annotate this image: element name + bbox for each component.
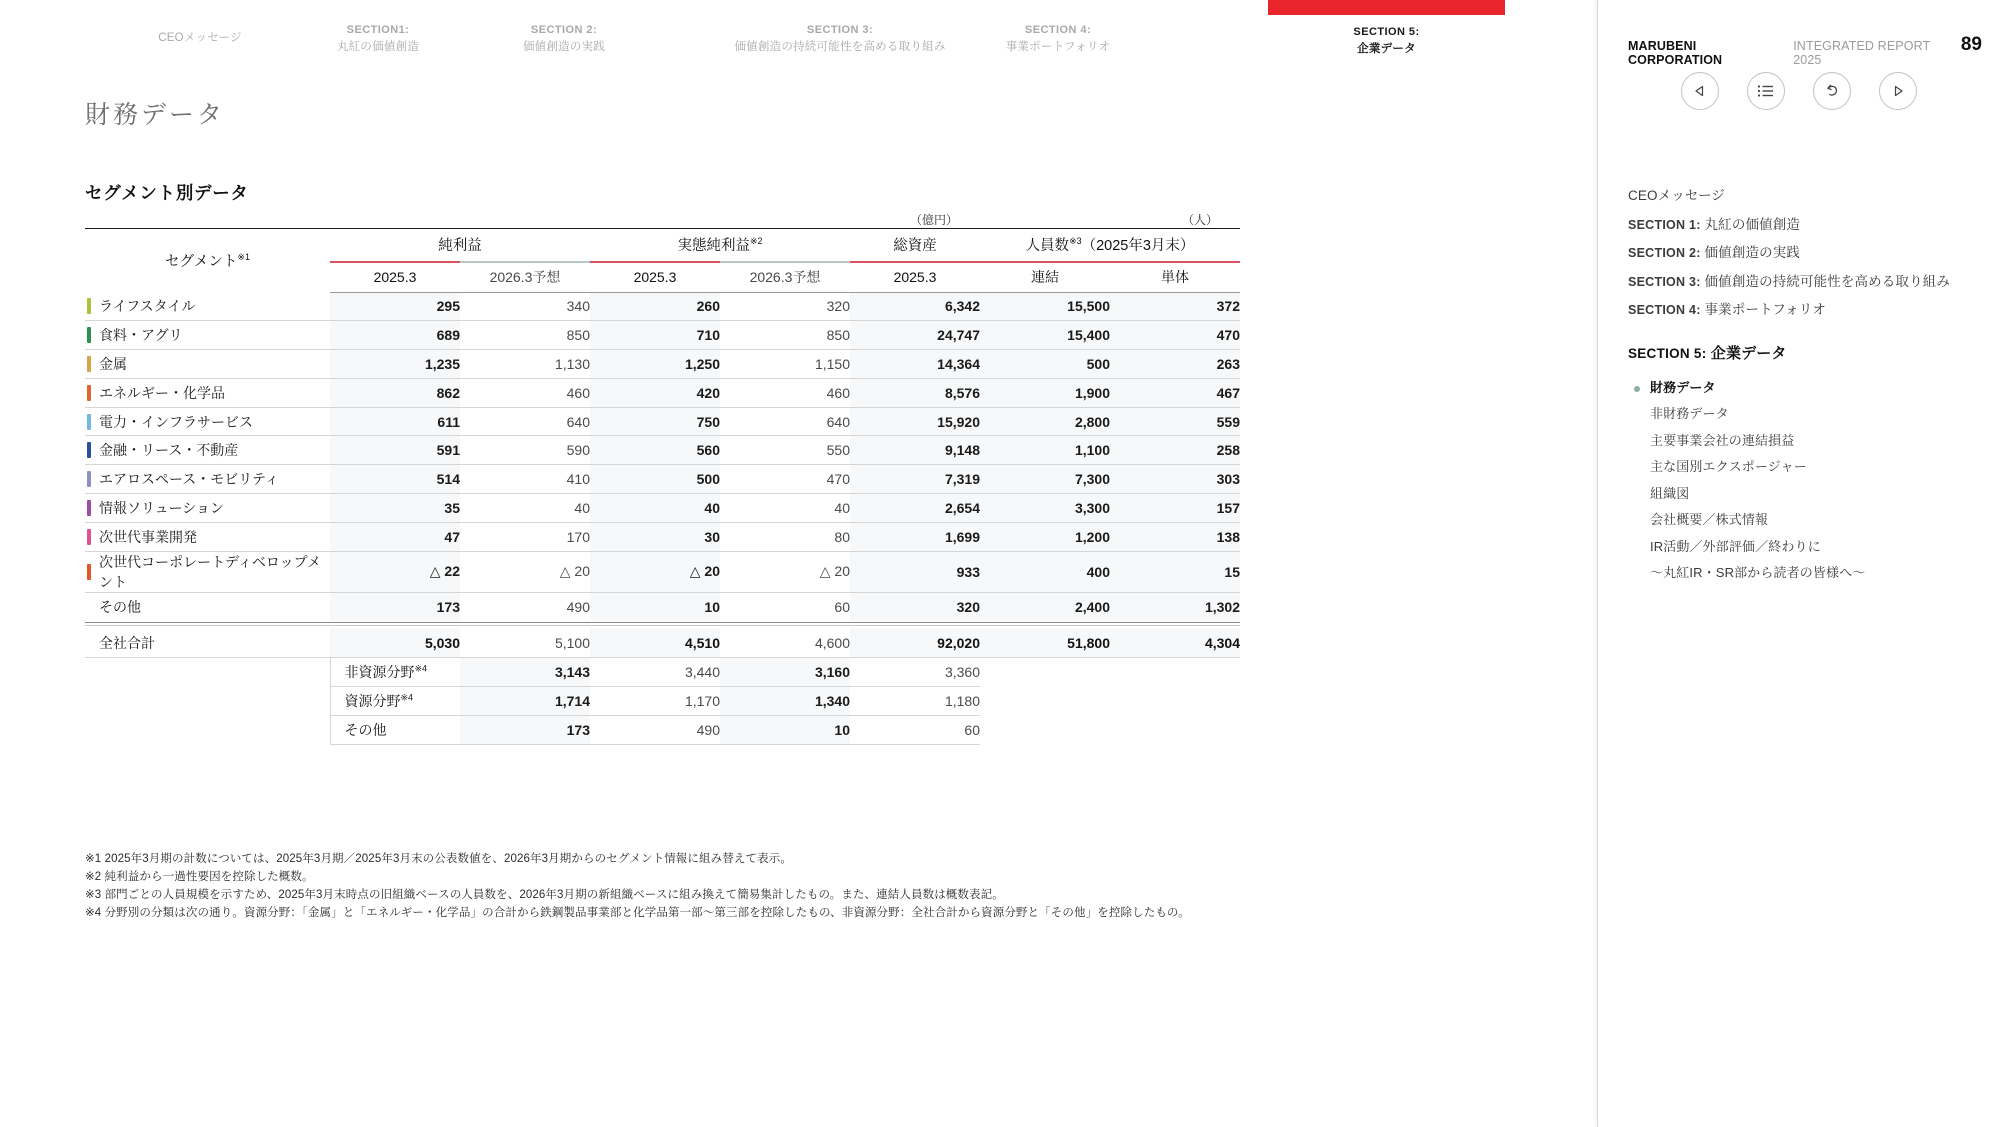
cell-hc: 15,400	[980, 321, 1110, 350]
segment-name-cell	[85, 407, 330, 436]
cell-anif: 550	[720, 436, 850, 465]
footnote-marker: ※1	[237, 251, 250, 262]
brand-name: MARUBENI CORPORATION	[1628, 39, 1723, 67]
section-tab-kicker: SECTION1:	[346, 24, 410, 36]
cell-hp: 559	[1110, 407, 1240, 436]
section-tab-kicker: SECTION 2:	[530, 24, 598, 36]
cell-anif: 60	[834, 598, 850, 615]
subcategory-indent	[85, 658, 330, 687]
cell-hc: 1,100	[980, 436, 1110, 465]
sidebar-item-kicker: SECTION 2:	[1628, 246, 1701, 260]
triangle-right-icon	[1891, 84, 1905, 98]
cell-nif: 640	[460, 407, 590, 436]
cell-nif: 340	[460, 292, 590, 321]
sidebar-subitem-label: IR活動／外部評価／終わりに	[1650, 538, 1821, 554]
segment-rows	[85, 292, 1513, 621]
cell-ta: 14,364	[850, 350, 980, 379]
segment-color-bar-icon	[87, 500, 91, 516]
cell-hc: 1,900	[980, 378, 1110, 407]
segment-label: 金融・リース・不動産	[99, 442, 239, 459]
segment-name-cell	[85, 350, 330, 379]
cell-ta: 2,654	[850, 494, 980, 523]
cell-ni: 591	[330, 436, 460, 465]
cell-anif: 1,180	[850, 687, 980, 716]
cell-ni: △ 22	[330, 551, 460, 592]
cell-ani: 10	[720, 716, 850, 745]
footnote-marker: ※4	[414, 663, 428, 674]
section-tab-ceo-message[interactable]	[120, 30, 280, 47]
subcategory-label: 非資源分野$^{※4}$	[330, 658, 460, 687]
segment-label: エネルギー・化学品	[99, 384, 225, 401]
sidebar-subitem-label: 会社概要／株式情報	[1650, 512, 1769, 527]
table-row	[85, 321, 1513, 350]
cell-hc: 1,200	[980, 522, 1110, 551]
segment-name-cell	[85, 551, 330, 592]
sidebar-item-label: 価値創造の実践	[1704, 245, 1800, 260]
table-row-subcategory	[85, 716, 1513, 745]
sidebar-item-label: 事業ポートフォリオ	[1704, 302, 1827, 317]
cell-ta: 8,576	[850, 378, 980, 407]
cell-hc: 2,800	[980, 407, 1110, 436]
cell-ni: 689	[330, 321, 460, 350]
footnote-marker: ※2	[749, 236, 763, 247]
footnote-marker: ※4	[400, 692, 414, 703]
segment-color-bar-icon	[87, 385, 91, 401]
cell-ta: 24,747	[850, 321, 980, 350]
cell-ni: 173	[460, 716, 590, 745]
page-number: 89	[1960, 34, 1982, 55]
cell-nif: 460	[460, 378, 590, 407]
table-row-subcategory	[85, 658, 1513, 687]
cell-ani: 560	[590, 436, 720, 465]
sidebar-item-kicker: SECTION 1:	[1628, 217, 1701, 232]
segment-data-table	[85, 206, 1513, 745]
cell-ta: 7,319	[850, 465, 980, 494]
column-header-ani-2025: 2025.3	[590, 262, 720, 292]
table-row	[85, 350, 1513, 379]
cell-ni: 3,143	[460, 658, 590, 687]
cell-nif: 40	[460, 494, 590, 523]
segment-label: 電力・インフラサービス	[99, 413, 253, 430]
cell-ni: 862	[330, 378, 460, 407]
column-header-ani-2026f: 2026.3予想	[720, 262, 850, 292]
cell-anif: △ 20	[720, 551, 850, 592]
subcategory-empty	[980, 687, 1513, 716]
sidebar-item-kicker: SECTION 5:	[1628, 345, 1707, 361]
unit-oku-yen: （億円）	[909, 212, 958, 227]
section-tab-label: 価値創造の実践	[522, 41, 606, 53]
cell-ta: 1,699	[850, 522, 980, 551]
segment-label: 金属	[99, 355, 127, 372]
total-anif: 4,600	[720, 628, 850, 658]
segment-name-cell	[85, 494, 330, 523]
column-group-total-assets: 総資産	[850, 228, 980, 262]
cell-nif: 410	[460, 465, 590, 494]
section-tab-section5[interactable]	[1268, 24, 1505, 58]
cell-hp: 467	[1110, 378, 1240, 407]
table-row	[85, 465, 1513, 494]
segment-name-cell	[85, 522, 330, 551]
footnote-marker: ※3	[1069, 236, 1082, 247]
section-tab-section2[interactable]	[466, 22, 662, 56]
section-tab-label: CEOメッセージ	[158, 32, 242, 44]
sidebar-item-label: CEOメッセージ	[1628, 188, 1726, 203]
cell-hp: 470	[1110, 321, 1240, 350]
cell-nif: 3,440	[590, 658, 720, 687]
sidebar-subitem-label: 主な国別エクスポージャー	[1650, 459, 1807, 474]
sidebar-subitem-label: 非財務データ	[1650, 406, 1729, 421]
subcategory-indent	[85, 687, 330, 716]
cell-ani: 40	[590, 494, 720, 523]
column-header-ni-2026f: 2026.3予想	[460, 262, 590, 292]
cell-hp: 372	[1110, 292, 1240, 321]
next-page-button[interactable]	[1879, 72, 1917, 110]
cell-hp: 15	[1110, 551, 1240, 592]
section-heading: セグメント別データ	[85, 183, 249, 203]
table-row	[85, 592, 1513, 621]
segment-label: エアロスペース・モビリティ	[99, 471, 279, 488]
cell-ni: 611	[330, 407, 460, 436]
cell-anif: 80	[720, 522, 850, 551]
cell-nif: 590	[460, 436, 590, 465]
cell-ani: 420	[590, 378, 720, 407]
cell-ni: 1,714	[460, 687, 590, 716]
section-tab-label: 丸紅の価値創造	[336, 41, 420, 53]
cell-nif: △ 20	[460, 551, 590, 592]
table-row	[85, 522, 1513, 551]
segment-name-cell	[85, 378, 330, 407]
segment-color-bar-icon	[87, 564, 91, 580]
cell-anif: 320	[720, 292, 850, 321]
column-header-ni-2025: 2025.3	[330, 262, 460, 292]
cell-hp: 157	[1110, 494, 1240, 523]
subcategory-label: その他	[330, 716, 460, 745]
segment-color-bar-icon	[87, 298, 91, 314]
section-tab-section4[interactable]	[960, 22, 1156, 56]
cell-nif: 490	[566, 598, 590, 615]
cell-ani: 3,160	[720, 658, 850, 687]
total-ta: 92,020	[850, 628, 980, 658]
section-tab-kicker: SECTION 5:	[1353, 26, 1420, 38]
report-name: INTEGRATED REPORT 2025	[1793, 39, 1931, 67]
segment-label: 食料・アグリ	[99, 327, 183, 344]
total-separator	[85, 621, 1513, 628]
segment-color-bar-icon	[87, 414, 91, 430]
table-row-subcategory	[85, 687, 1513, 716]
section-tab-section1[interactable]	[280, 22, 476, 56]
sidebar-subitem-label: 組織図	[1650, 485, 1690, 501]
cell-ani: 1,250	[590, 350, 720, 379]
cell-hp: 258	[1110, 436, 1240, 465]
total-ani: 4,510	[590, 628, 720, 658]
segment-label: 次世代コーポレートディベロップメント	[99, 553, 322, 590]
sidebar-header	[1628, 34, 1982, 67]
bullet-dot-icon	[1634, 386, 1640, 392]
undo-arrow-icon	[1824, 83, 1840, 99]
total-hp: 4,304	[1110, 628, 1240, 658]
cell-ni: 35	[330, 494, 460, 523]
table-row	[85, 551, 1513, 592]
segment-label: 次世代事業開発	[99, 528, 197, 545]
section-tab-bar	[0, 0, 1597, 62]
cell-ta: 15,920	[850, 407, 980, 436]
total-label: 全社合計	[85, 628, 330, 658]
cell-ni: 1,235	[330, 350, 460, 379]
cell-ani: 260	[590, 292, 720, 321]
sidebar-subnav	[1628, 375, 1986, 587]
segment-color-bar-icon	[87, 529, 91, 545]
cell-ani: 750	[590, 407, 720, 436]
cell-nif: 170	[460, 522, 590, 551]
subcategory-rows	[85, 658, 1513, 744]
subcategory-label: 資源分野$^{※4}$	[330, 687, 460, 716]
sidebar-item-section1[interactable]	[1628, 211, 1986, 240]
segment-name-cell	[85, 465, 330, 494]
section-tab-label: 企業データ	[1357, 43, 1416, 55]
cell-nif: 850	[460, 321, 590, 350]
cell-anif: 60	[850, 716, 980, 745]
cell-anif: 850	[720, 321, 850, 350]
cell-ni: 295	[330, 292, 460, 321]
column-group-actual-net-income: 実態純利益$^{※2}$	[590, 228, 850, 262]
cell-nif: 1,170	[590, 687, 720, 716]
sidebar-subitem-6[interactable]	[1628, 507, 1986, 534]
cell-anif: 1,150	[720, 350, 850, 379]
footnotes	[85, 850, 1385, 922]
table-row	[85, 292, 1513, 321]
segment-name-cell	[85, 292, 330, 321]
sidebar-item-label: 企業データ	[1710, 344, 1787, 362]
table-row	[85, 407, 1513, 436]
cell-ni: 173	[330, 592, 460, 621]
segment-label: ライフスタイル	[99, 298, 196, 315]
cell-hp: 138	[1110, 522, 1240, 551]
column-header-hc-consolidated: 連結	[980, 262, 1110, 292]
segment-name-cell	[85, 321, 330, 350]
sidebar-subitem-7[interactable]	[1628, 534, 1986, 587]
contents-menu-button[interactable]	[1747, 72, 1785, 110]
sidebar-subitem-4[interactable]	[1628, 454, 1986, 481]
segment-label: 情報ソリューション	[99, 499, 225, 516]
table-group-header-row	[85, 228, 1513, 262]
cell-anif: 640	[720, 407, 850, 436]
cell-ni: 47	[330, 522, 460, 551]
cell-hc: 500	[980, 350, 1110, 379]
cell-hc: 15,500	[980, 292, 1110, 321]
footnote-1: ※1 2025年3月期の計数については、2025年3月期／2025年3月末の公表数値を、2026年3月期からのセグメント情報に組み替えて表示。	[85, 853, 792, 865]
cell-hc: 2,400	[980, 592, 1110, 621]
sidebar-subitem-label: 財務データ	[1650, 379, 1716, 395]
column-header-ta-2025: 2025.3	[850, 262, 980, 292]
segment-color-bar-icon	[87, 442, 91, 458]
sidebar-item-section5[interactable]	[1628, 337, 1986, 371]
column-header-segment: セグメント$^{※1}$	[85, 228, 330, 292]
total-hc: 51,800	[980, 628, 1110, 658]
column-group-net-income: 純利益	[330, 228, 590, 262]
subcategory-indent	[85, 716, 330, 745]
segment-name-cell	[85, 436, 330, 465]
section-tab-kicker: SECTION 4:	[1024, 24, 1092, 36]
table-row	[85, 494, 1513, 523]
segment-data-table-wrap	[85, 206, 1513, 745]
viewer-sidebar	[1597, 0, 2000, 1127]
cell-hc: 3,300	[980, 494, 1110, 523]
cell-ta: 6,342	[850, 292, 980, 321]
subcategory-empty	[980, 716, 1513, 745]
cell-ani: 500	[590, 465, 720, 494]
sidebar-item-kicker: SECTION 4:	[1628, 303, 1701, 317]
sidebar-subitem-label-line2: 〜丸紅IR・SR部から読者の皆様へ〜	[1650, 565, 1866, 580]
section-tab-kicker: SECTION 3:	[806, 24, 874, 36]
cell-hc: 7,300	[980, 465, 1110, 494]
cell-ani: 10	[590, 592, 720, 621]
section-tab-label: 事業ポートフォリオ	[1005, 41, 1111, 53]
cell-anif: 470	[720, 465, 850, 494]
table-row	[85, 436, 1513, 465]
cell-hp: 303	[1110, 465, 1240, 494]
cell-ani: △ 20	[590, 551, 720, 592]
column-header-hc-parent: 単体	[1110, 262, 1240, 292]
cell-anif: 3,360	[850, 658, 980, 687]
table-row	[85, 378, 1513, 407]
cell-ani: 30	[590, 522, 720, 551]
list-menu-icon	[1757, 84, 1775, 98]
cell-ani: 710	[590, 321, 720, 350]
cell-hp: 263	[1110, 350, 1240, 379]
cell-hp: 1,302	[1110, 592, 1240, 621]
viewer-controls	[1598, 72, 2000, 110]
page-title: 財務データ	[85, 101, 226, 129]
total-nif: 5,100	[460, 628, 590, 658]
segment-name-cell	[85, 592, 330, 621]
table-row-total	[85, 628, 1513, 658]
sidebar-item-label: 丸紅の価値創造	[1704, 216, 1800, 232]
cell-ani: 1,340	[720, 687, 850, 716]
segment-color-bar-icon	[87, 327, 91, 343]
cell-ta: 320	[850, 592, 980, 621]
sidebar-subitem-2[interactable]	[1628, 401, 1986, 428]
back-button[interactable]	[1813, 72, 1851, 110]
section-tab-label: 価値創造の持続可能性を高める取り組み	[734, 41, 946, 53]
cell-nif: 1,130	[460, 350, 590, 379]
sidebar-item-section2[interactable]	[1628, 239, 1986, 268]
sidebar-subitem-label: 主要事業会社の連結損益	[1650, 432, 1795, 448]
sidebar-subitem-1[interactable]	[1628, 375, 1986, 402]
sidebar-subitem-5[interactable]	[1628, 481, 1986, 508]
cell-ta: 9,148	[850, 436, 980, 465]
segment-color-bar-icon	[87, 471, 91, 487]
prev-page-button[interactable]	[1681, 72, 1719, 110]
sidebar-item-section4[interactable]	[1628, 296, 1986, 325]
cell-ta: 933	[850, 551, 980, 592]
segment-label: その他	[99, 598, 141, 615]
active-section-indicator	[1268, 0, 1505, 15]
sidebar-subitem-3[interactable]	[1628, 428, 1986, 455]
total-ni: 5,030	[330, 628, 460, 658]
cell-ni: 514	[330, 465, 460, 494]
triangle-left-icon	[1693, 84, 1707, 98]
cell-anif: 40	[720, 494, 850, 523]
unit-people: （人）	[1181, 212, 1218, 227]
footnote-2: ※2 純利益から一過性要因を控除した概数。	[85, 871, 314, 883]
sidebar-item-label: 価値創造の持続可能性を高める取り組み	[1704, 273, 1950, 289]
table-unit-row	[85, 206, 1513, 228]
column-group-headcount: 人員数$^{※3}$（2025年3月末）	[980, 228, 1240, 262]
section-tab-section3[interactable]	[690, 22, 990, 56]
sidebar-table-of-contents	[1628, 182, 1986, 587]
sidebar-item-kicker: SECTION 3:	[1628, 274, 1701, 289]
footnote-4: ※4 分野別の分類は次の通り。資源分野：「金属」と「エネルギー・化学品」の合計から鉄鋼製品事業部と化学品第一部〜第三部を控除したもの、非資源分野：全社合計から資源分野と「その他」を控除したもの。	[85, 907, 1190, 919]
segment-color-bar-icon	[87, 356, 91, 372]
cell-hc: 400	[980, 551, 1110, 592]
cell-anif: 460	[720, 378, 850, 407]
subcategory-empty	[980, 658, 1513, 687]
cell-nif: 490	[590, 716, 720, 745]
sidebar-item-section3[interactable]	[1628, 268, 1986, 297]
footnote-3: ※3 部門ごとの人員規模を示すため、2025年3月末時点の旧組織ベースの人員数を、2026年3月期の新組織ベースに組み換えて簡易集計したもの。また、連結人員数は概数表記。	[85, 889, 1004, 901]
sidebar-item-ceo-message[interactable]	[1628, 182, 1986, 211]
